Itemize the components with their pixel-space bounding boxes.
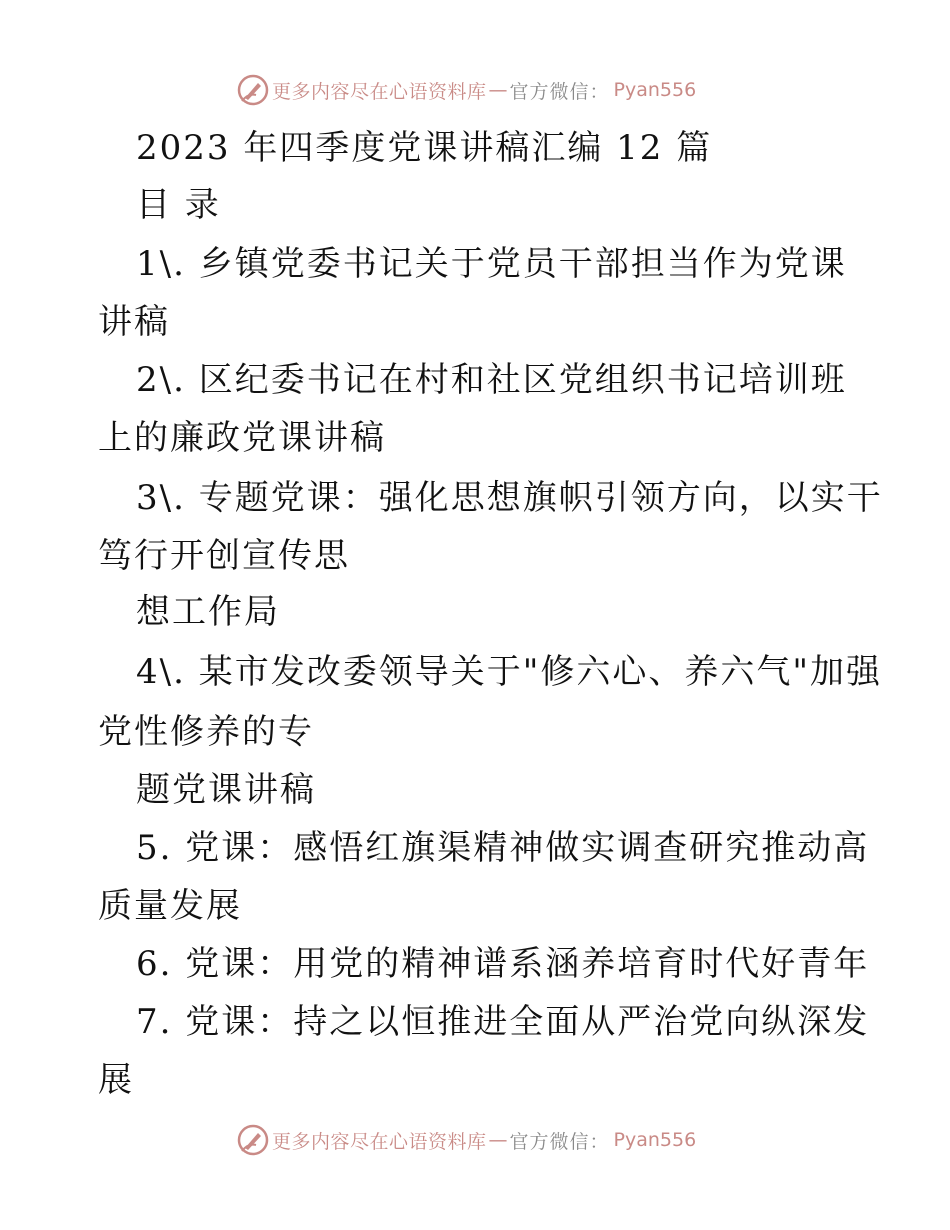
toc-line: 4\. 某市发改委领导关于"修六心、养六气"加强 <box>136 652 882 692</box>
toc-heading: 目 录 <box>136 185 221 225</box>
toc-line: 5. 党课：感悟红旗渠精神做实调查研究推动高 <box>136 828 870 868</box>
document-title: 2023 年四季度党课讲稿汇编 12 篇 <box>136 128 713 168</box>
pen-logo-icon <box>236 1123 270 1157</box>
watermark-dash: — <box>488 1129 508 1151</box>
footer-watermark <box>236 1122 696 1158</box>
watermark-text: 更多内容尽在心语资料库 <box>272 1130 487 1153</box>
watermark-wechat-id: Pyan556 <box>613 1129 697 1151</box>
toc-line: 6. 党课：用党的精神谱系涵养培育时代好青年 <box>136 944 870 984</box>
toc-line: 题党课讲稿 <box>136 770 316 810</box>
toc-line: 1\. 乡镇党委书记关于党员干部担当作为党课 <box>136 244 847 284</box>
toc-line: 想工作局 <box>136 592 280 632</box>
watermark-wechat-id: Pyan556 <box>613 79 697 101</box>
watermark-dash: — <box>488 79 508 101</box>
toc-line: 上的廉政党课讲稿 <box>98 418 386 458</box>
toc-line: 党性修养的专 <box>98 712 314 752</box>
toc-line: 2\. 区纪委书记在村和社区党组织书记培训班 <box>136 360 847 400</box>
toc-line: 3\. 专题党课：强化思想旗帜引领方向，以实干 <box>136 478 883 518</box>
toc-line: 展 <box>98 1060 134 1100</box>
watermark-official-label: 官方微信： <box>509 80 610 103</box>
pen-logo-icon <box>236 73 270 107</box>
toc-line: 笃行开创宣传思 <box>98 536 350 576</box>
toc-line: 质量发展 <box>98 886 242 926</box>
toc-line: 讲稿 <box>98 302 170 342</box>
header-watermark <box>236 72 696 108</box>
toc-line: 7. 党课：持之以恒推进全面从严治党向纵深发 <box>136 1002 870 1042</box>
watermark-text: 更多内容尽在心语资料库 <box>272 80 487 103</box>
watermark-official-label: 官方微信： <box>509 1130 610 1153</box>
